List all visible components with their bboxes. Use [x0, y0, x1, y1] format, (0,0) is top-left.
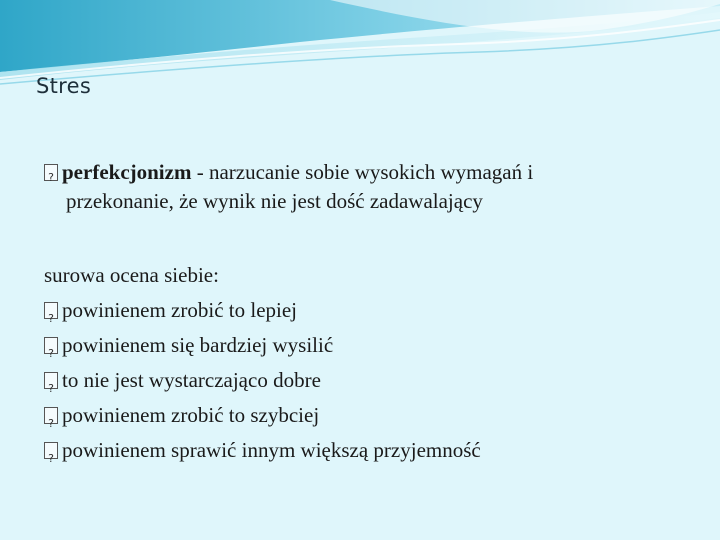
- self-assessment-list: [44, 258, 481, 468]
- header-wave-decoration: [0, 0, 720, 90]
- bullet-icon: [44, 407, 58, 424]
- list-item: ?to nie jest wystarczająco dobre: [44, 363, 481, 398]
- bullet-icon: [44, 442, 58, 459]
- list-heading: surowa ocena siebie:: [44, 263, 219, 287]
- bullet-icon: [44, 302, 58, 319]
- term-perfectionism: perfekcjonizm: [62, 160, 192, 184]
- perfectionism-definition: [44, 158, 694, 216]
- slide-title: Stres: [36, 74, 92, 98]
- list-item: ?powinienem zrobić to szybciej: [44, 398, 481, 433]
- bullet-icon: [44, 337, 58, 354]
- list-item: ?powinienem się bardziej wysilić: [44, 328, 481, 363]
- definition-line1: - narzucanie sobie wysokich wymagań i: [191, 160, 534, 184]
- list-item: ?powinienem zrobić to lepiej: [44, 293, 481, 328]
- list-item: ?powinienem sprawić innym większą przyjemność: [44, 433, 481, 468]
- bullet-icon: [44, 164, 58, 181]
- bullet-icon: [44, 372, 58, 389]
- definition-line2: przekonanie, że wynik nie jest dość zadawalający: [66, 189, 483, 213]
